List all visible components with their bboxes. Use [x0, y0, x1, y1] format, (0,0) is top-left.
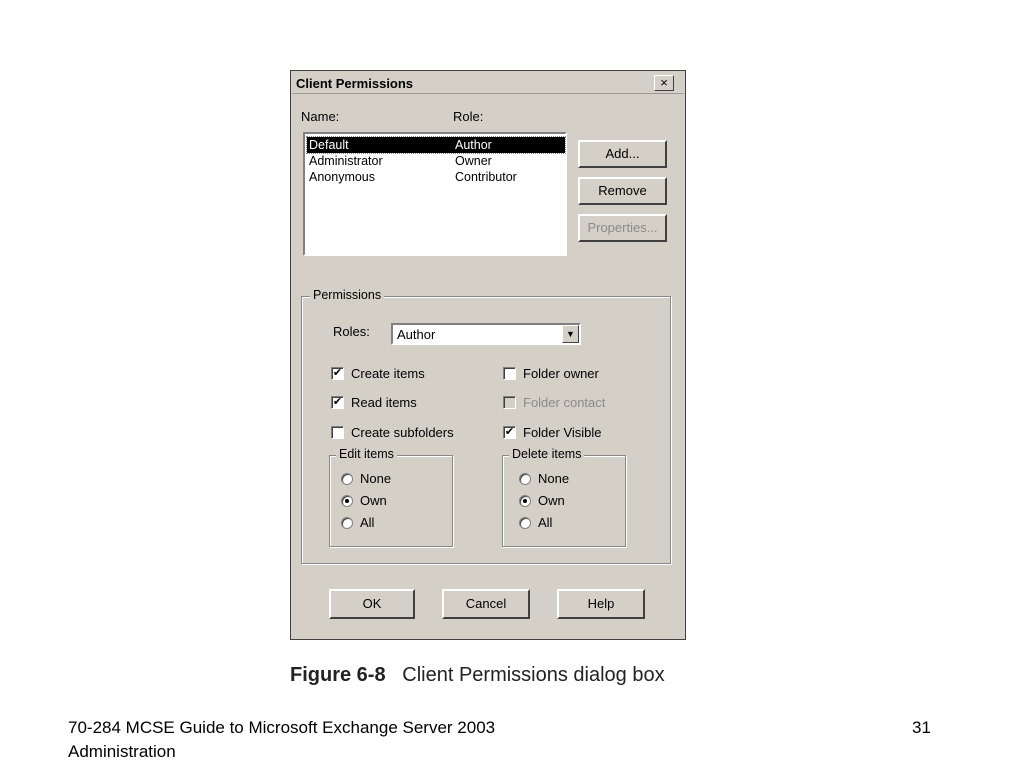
delete-own-label: Own	[538, 493, 565, 508]
edit-none-label: None	[360, 471, 392, 486]
roles-label: Roles:	[333, 324, 370, 339]
page-number: 31	[912, 718, 931, 737]
figure-caption-text: Client Permissions dialog box	[402, 664, 665, 686]
edit-none-radio[interactable]	[341, 473, 353, 485]
permissions-legend: Permissions	[310, 288, 384, 302]
slide-footer-line1: 70-284 MCSE Guide to Microsoft Exchange Server 2003	[68, 718, 496, 737]
list-item-role: Owner	[455, 154, 492, 168]
list-item[interactable]	[307, 153, 565, 169]
role-column-label: Role:	[453, 109, 484, 124]
close-button[interactable]: ×	[654, 75, 674, 91]
title-bar	[292, 72, 684, 94]
remove-button[interactable]: Remove	[578, 177, 667, 205]
create-items-label: Create items	[351, 366, 425, 381]
read-items-label: Read items	[351, 395, 417, 410]
list-item[interactable]	[307, 137, 565, 153]
list-item-role: Contributor	[455, 170, 517, 184]
folder-owner-label: Folder owner	[523, 366, 599, 381]
list-item-name: Default	[309, 138, 349, 152]
figure-number: Figure 6-8	[290, 664, 386, 686]
client-permissions-dialog	[290, 70, 686, 640]
create-subfolders-checkbox[interactable]	[331, 426, 344, 439]
permissions-list[interactable]	[303, 132, 567, 256]
edit-all-radio[interactable]	[341, 517, 353, 529]
read-items-checkbox[interactable]: ✔	[332, 396, 343, 408]
delete-own-radio[interactable]	[519, 495, 531, 507]
create-subfolders-label: Create subfolders	[351, 425, 454, 440]
roles-dropdown[interactable]	[391, 323, 581, 345]
folder-owner-checkbox[interactable]	[503, 367, 516, 380]
cancel-button[interactable]: Cancel	[442, 589, 530, 619]
edit-all-label: All	[360, 515, 375, 530]
folder-contact-checkbox[interactable]	[503, 396, 516, 409]
delete-items-legend: Delete items	[509, 447, 584, 461]
delete-all-radio[interactable]	[519, 517, 531, 529]
list-item[interactable]	[307, 169, 565, 185]
edit-own-radio[interactable]	[341, 495, 353, 507]
create-items-checkbox[interactable]: ✔	[332, 367, 343, 379]
slide-footer-line2: Administration	[68, 742, 176, 761]
delete-none-label: None	[538, 471, 570, 486]
folder-visible-label: Folder Visible	[523, 425, 602, 440]
folder-contact-label: Folder contact	[523, 395, 606, 410]
chevron-down-icon[interactable]: ▼	[562, 325, 579, 343]
list-item-name: Anonymous	[309, 170, 376, 184]
ok-button[interactable]: OK	[329, 589, 415, 619]
properties-button[interactable]: Properties...	[578, 214, 667, 242]
list-item-role: Author	[455, 138, 492, 152]
name-column-label: Name:	[301, 109, 340, 124]
delete-all-label: All	[538, 515, 553, 530]
delete-none-radio[interactable]	[519, 473, 531, 485]
edit-own-label: Own	[360, 493, 387, 508]
edit-items-legend: Edit items	[336, 447, 397, 461]
dialog-title: Client Permissions	[296, 76, 414, 91]
add-button[interactable]: Add...	[578, 140, 667, 168]
help-button[interactable]: Help	[557, 589, 645, 619]
roles-selected-value: Author	[397, 327, 436, 342]
list-item-name: Administrator	[309, 154, 383, 168]
folder-visible-checkbox[interactable]: ✔	[504, 426, 515, 438]
figure-caption	[290, 664, 665, 687]
